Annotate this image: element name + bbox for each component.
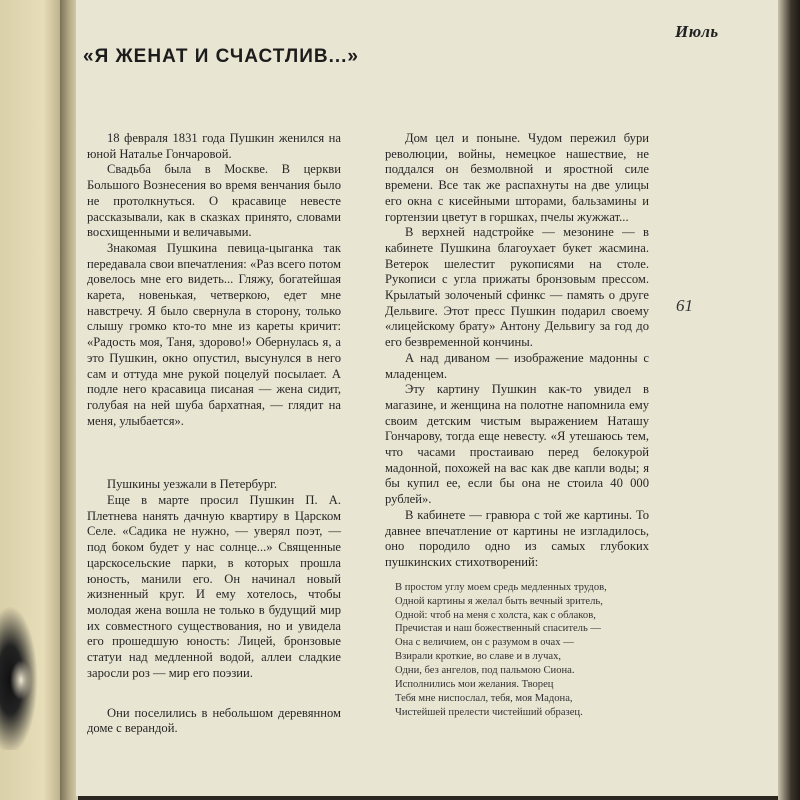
poem-line: Исполнились мои желания. Творец: [395, 679, 554, 691]
paragraph: Они поселились в небольшом деревянном доме с верандой.: [87, 705, 341, 736]
paragraph: Эту картину Пушкин как-то увидел в магазине, и женщина на полотне напомнила ему своим детским чистым выражением Наташу Гончарову, тогда еще невесту. «Я утешаюсь тем, что часами простаиваю перед белокурой мадонной, похожей на вас как две капли воды; я бы купил ее, если бы она не стоила 40 000 рублей».: [385, 382, 649, 507]
poem-line: Взирали кроткие, во славе и в лучах,: [395, 651, 562, 663]
poem-line: В простом углу моем средь медленных трудов,: [395, 581, 607, 593]
text-column-left: [87, 131, 341, 737]
poem-line: Она с величием, он с разумом в очах —: [395, 637, 574, 649]
paragraph: Свадьба была в Москве. В церкви Большого Вознесения во время венчания было не протолкнуться. О красавице невесте рассказывали, как в сказках принято, словами восхищенными и величавыми.: [87, 162, 341, 240]
poem-block: [385, 581, 649, 720]
page-number: 61: [676, 296, 693, 315]
paragraph: В верхней надстройке — мезонине — в кабинете Пушкина благоухает букет жасмина. Ветерок шелестит рукописями на столе. Рукописи с угла прижаты бронзовым прессом. Крылатый золоченый сфинкс — память о друге Дельвиге. Этот пресс Пушкин подарил своему «лицейскому брату» Антону Дельвигу за год до его безвременной кончины.: [385, 225, 649, 350]
paragraph: Еще в марте просил Пушкин П. А. Плетнева нанять дачную квартиру в Царском Селе. «Садика не нужно, — уверял поэт, — под боком будет у нас солнце...» Священные царскосельские парки, в которых прошла юность, манили его. Он начинал новый жизненный круг. И ему хотелось, чтобы молодая жена вошла не только в будущий мир их совместного существования, но и увидела его прошедшую юность: Лицей, бронзовые статуи над медленной водой, аллеи сладкие заросли роз — мир его поэзии.: [87, 493, 341, 680]
running-head-month: Июль: [675, 22, 719, 41]
poem-line: Тебя мне ниспослал, тебя, моя Мадона,: [395, 692, 573, 704]
paragraph: 18 февраля 1831 года Пушкин женился на юной Наталье Гончаровой.: [87, 131, 341, 161]
poem-line: Одной: чтоб на меня с холста, как с облаков,: [395, 609, 596, 621]
page-edge-shadow: [778, 0, 800, 800]
paragraph-gap: [87, 429, 341, 477]
article-title: «Я ЖЕНАТ И СЧАСТЛИВ...»: [83, 46, 360, 67]
poem-line: Одной картины я желал быть вечный зритель,: [395, 595, 603, 607]
paragraph: В кабинете — гравюра с той же картины. То давнее впечатление от картины не изгладилось, оно породило одно из самых глубоких пушкинских стихотворений:: [385, 507, 649, 569]
text-column-right: [385, 131, 649, 720]
poem-line: Пречистая и наш божественный спаситель —: [395, 623, 602, 635]
paragraph-gap: [87, 682, 341, 706]
paragraph: Дом цел и поныне. Чудом пережил бури революции, войны, немецкое нашествие, не поддался он безмолвной и яростной силе времени. Все так же распахнуты на две улицы его окна с кисейными шторами, бальзамины и гортензии цветут в горшках, пчелы жужжат...: [385, 131, 649, 224]
paragraph: А над диваном — изображение мадонны с младенцем.: [385, 350, 649, 381]
illustration-highlight: [10, 660, 32, 700]
left-page-edge: [0, 0, 62, 800]
poem-line: Одни, без ангелов, под пальмою Сиона.: [395, 665, 575, 677]
paragraph: Знакомая Пушкина певица-цыганка так передавала свои впечатления: «Раз всего потом довелось мне его видеть... Гляжу, богатейшая карета, новенькая, четверкою, едет мне навстречу. Я было свернула в сторону, только слышу громко кто-то мне из кареты кричит: «Радость моя, Таня, здорово!» Обернулась я, а это Пушкин, окно опустил, высунулся в него сам и оттуда мне рукой поцелуй посылает. А подле него красавица писаная — жена сидит, голубая на ней шуба бархатная, — глядит на меня, улыбается».: [87, 240, 341, 428]
poem-line: Чистейшей прелести чистейший образец.: [395, 706, 583, 718]
paragraph: Пушкины уезжали в Петербург.: [107, 477, 278, 492]
